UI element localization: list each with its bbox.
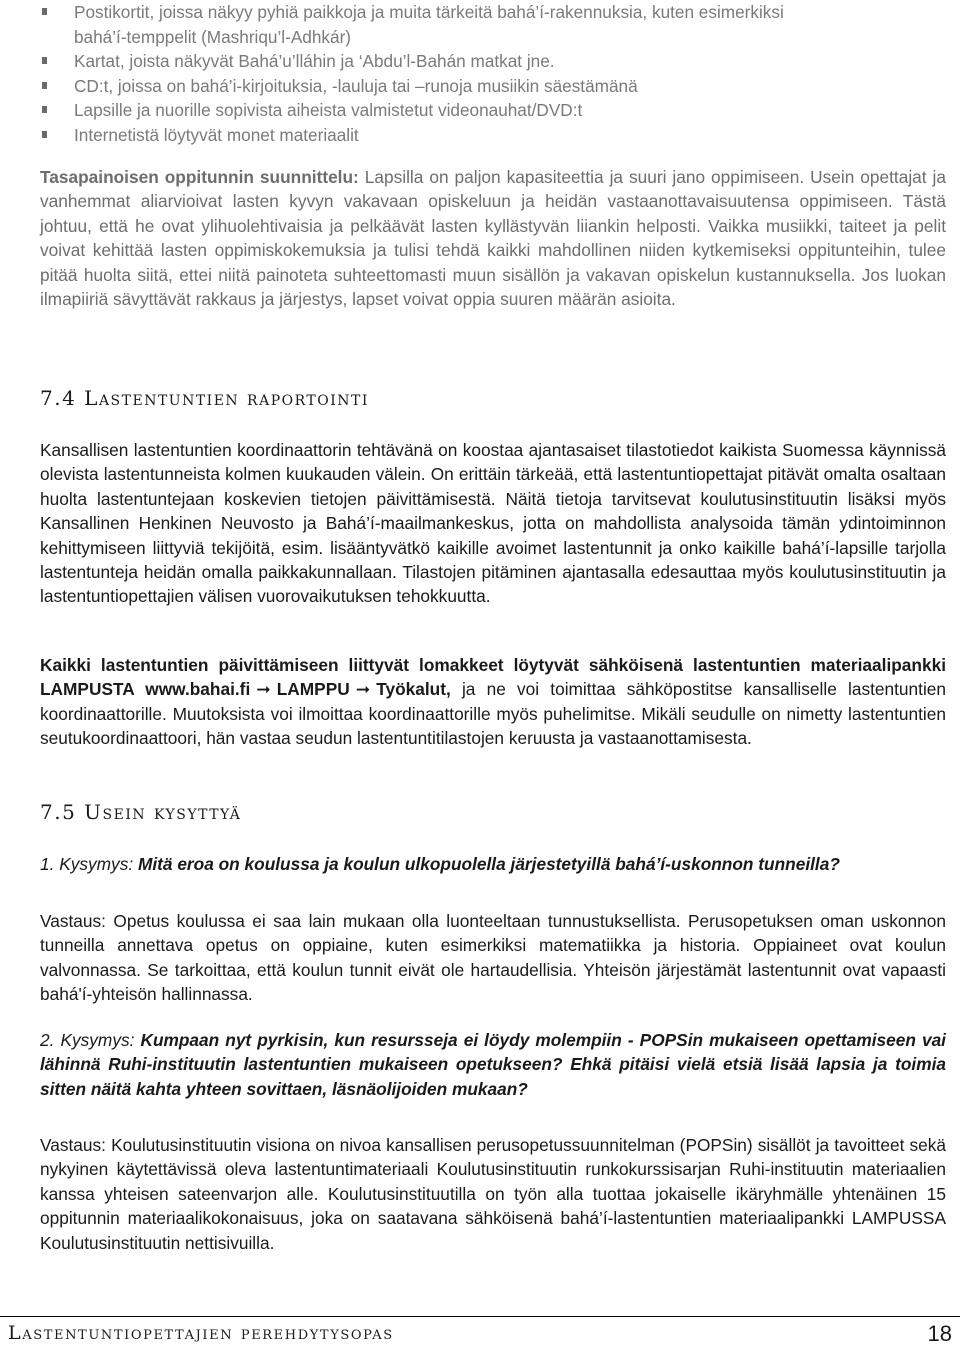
square-bullet-icon bbox=[42, 82, 47, 89]
question-2 bbox=[40, 1028, 946, 1101]
forms-paragraph bbox=[40, 653, 946, 751]
footer-title: Lastentuntiopettajien perehdytysopas bbox=[8, 1322, 394, 1344]
arrow-right-icon: ➞ bbox=[256, 679, 271, 700]
list-item bbox=[40, 74, 950, 99]
list-item-line: Postikortit, joissa näkyy pyhiä paikkoja ja muita tärkeitä bahá’í-rakennuksia, kuten esimerkiksi bbox=[74, 2, 784, 22]
question-2-text: Kumpaan nyt pyrkisin, kun resursseja ei löydy molempiin - POPSin mukaiseen opettamiseen vai lähinnä Ruhi-instituutin lastentuntien mukaiseen opetukseen? Ehkä pitäisi vielä etsiä lisää lapsia ja toimia sitten näitä kahta yhteen sovittaen, läsnäolijoiden mukaan? bbox=[40, 1030, 946, 1099]
arrow-right-icon: ➞ bbox=[355, 679, 371, 700]
page-number: 18 bbox=[927, 1321, 952, 1346]
list-item-line: Kartat, joista näkyvät Bahá’u’lláhin ja ‘Abdu’l-Bahán matkat jne. bbox=[74, 51, 555, 71]
list-item-line: CD:t, joissa on bahá’i-kirjoituksia, -lauluja tai –runoja musiikin säestämänä bbox=[74, 75, 638, 96]
square-bullet-icon bbox=[42, 106, 47, 113]
list-item bbox=[40, 49, 950, 74]
list-item-line: Lapsille ja nuorille sopivista aiheista valmistetut videonauhat/DVD:t bbox=[74, 100, 583, 120]
footer-rule bbox=[0, 1316, 960, 1317]
question-1 bbox=[40, 852, 946, 876]
question-1-text: Mitä eroa on koulussa ja koulun ulkopuolella järjestetyillä bahá’í-uskonnon tunneilla? bbox=[137, 854, 840, 874]
answer-1: Vastaus: Opetus koulussa ei saa lain mukaan olla luonteeltaan tunnustuksellista. Perusopetuksen oman uskonnon tunneilla annettava opetus on oppiaine, kuten esimerkiksi matematiikka ja historia. Oppiaineet ovat koulun valvonnassa. Se tarkoittaa, että koulun tunnit eivät ole hartaudellisia. Yhteisön järjestämät lastentunnit ovat vapaasti bahá'í-yhteisön hallinnassa. bbox=[40, 911, 946, 1005]
list-item bbox=[40, 98, 950, 123]
forms-tools: Työkalut, bbox=[376, 679, 451, 700]
list-item bbox=[40, 123, 950, 148]
square-bullet-icon bbox=[42, 131, 47, 138]
question-1-number: 1. Kysymys: bbox=[40, 854, 134, 874]
forms-lead: Kaikki lastentuntien päivittämiseen liittyvät lomakkeet löytyvät sähköisenä lastentuntien materiaalipankki LAMPUSTA www.bahai.fi bbox=[40, 655, 946, 700]
square-bullet-icon bbox=[42, 57, 47, 64]
planning-text: Lapsilla on paljon kapasiteettia ja suuri jano oppimiseen. Usein opettajat ja vanhemmat aliarvioivat lasten kyvyn vakavaan opiskeluun ja heidän vastaanottavaisuutensa oppimiseen. Tästä johtuu, että he ovat ylihuolehtivaisia ja pelkäävät lasten kyllästyvän liiankin helposti. Vaikka musiikki, taiteet ja pelit voivat kehittää lasten oppimiskokemuksia ja tulisi tehdä kaikki mahdollinen niiden kytkemiseksi oppitunteihin, tulee pitää huolta siitä, ettei niitä painoteta suhteettomasti muun sisällön ja vakavan opiskelun kustannuksella. Jos luokan ilmapiiriä sävyttävät rakkaus ja järjestys, lapset voivat oppia suuren määrän asioita. bbox=[40, 167, 947, 310]
list-item bbox=[40, 0, 950, 49]
square-bullet-icon bbox=[42, 8, 47, 15]
section-heading-7-5: 7.5 Usein kysyttyä bbox=[40, 800, 242, 824]
forms-lamppu: LAMPPU bbox=[276, 679, 350, 700]
planning-paragraph bbox=[40, 165, 946, 311]
list-item-line: bahá’í-temppelit (Mashriqu’l-Adhkár) bbox=[74, 26, 352, 47]
planning-lead: Tasapainoisen oppitunnin suunnittelu: bbox=[40, 167, 359, 187]
bullet-list bbox=[40, 0, 950, 147]
list-item-line: Internetistä löytyvät monet materiaalit bbox=[74, 124, 359, 145]
forms-rest: ja ne voi toimittaa sähköpostitse kansalliselle lastentuntien koordinaattorille. Muutoksista voi ilmoittaa koordinaattorille myös puhelimitse. Mikäli seudulle on nimetty lastentuntien seutukoordinaattoori, hän vastaa seudun lastentuntitilastojen keruusta ja vastaanottamisesta. bbox=[40, 679, 947, 749]
answer-2: Vastaus: Koulutusinstituutin visiona on nivoa kansallisen perusopetussuunnitelman (POPSin) sisällöt ja tavoitteet sekä nykyinen käytettävissä oleva lastentuntimateriaali Koulutusinstituutin runkokurssisarjan Ruhi-instituutin materiaalien kanssa yhteisen sateenvarjon alle. Koulutusinstituutilla on työn alla tuottaa jokaiselle ikäryhmälle yhtenäinen 15 oppitunnin materiaalikokonaisuus, joka on saatavana sähköisenä bahá’í-lastentuntien materiaalipankki LAMPUSSA Koulutusinstituutin nettisivuilla. bbox=[40, 1135, 946, 1253]
question-2-number: 2. Kysymys: bbox=[40, 1030, 135, 1050]
section-heading-7-4: 7.4 Lastentuntien raportointi bbox=[40, 386, 369, 410]
reporting-paragraph: Kansallisen lastentuntien koordinaattorin tehtävänä on koostaa ajantasaiset tilastotiedot kaikista Suomessa käynnissä olevista lastentunneista kolmen kuukauden välein. On erittäin tärkeää, että lastentuntiopettajat pitävät omalta osaltaan huolta lastentuntejaan koskevien tietojen päivittämisestä. Näitä tietoja tarvitsevat koulutusinstituutin lisäksi myös Kansallinen Henkinen Neuvosto ja Bahá’í-maailmankeskus, jotta on mahdollista analysoida tämän ydintoiminnon kehittymiseen liittyviä tekijöitä, esim. lisääntyvätkö kaikille avoimet lastentunnit ja onko kaikille bahá’í-lapsille tarjolla lastentunteja heidän omalla paikkakunnallaan. Tilastojen pitäminen ajantasalla edesauttaa myös koulutusinstituutin ja lastentuntiopettajien välisen vuorovaikutuksen tehokkuutta. bbox=[40, 440, 946, 607]
